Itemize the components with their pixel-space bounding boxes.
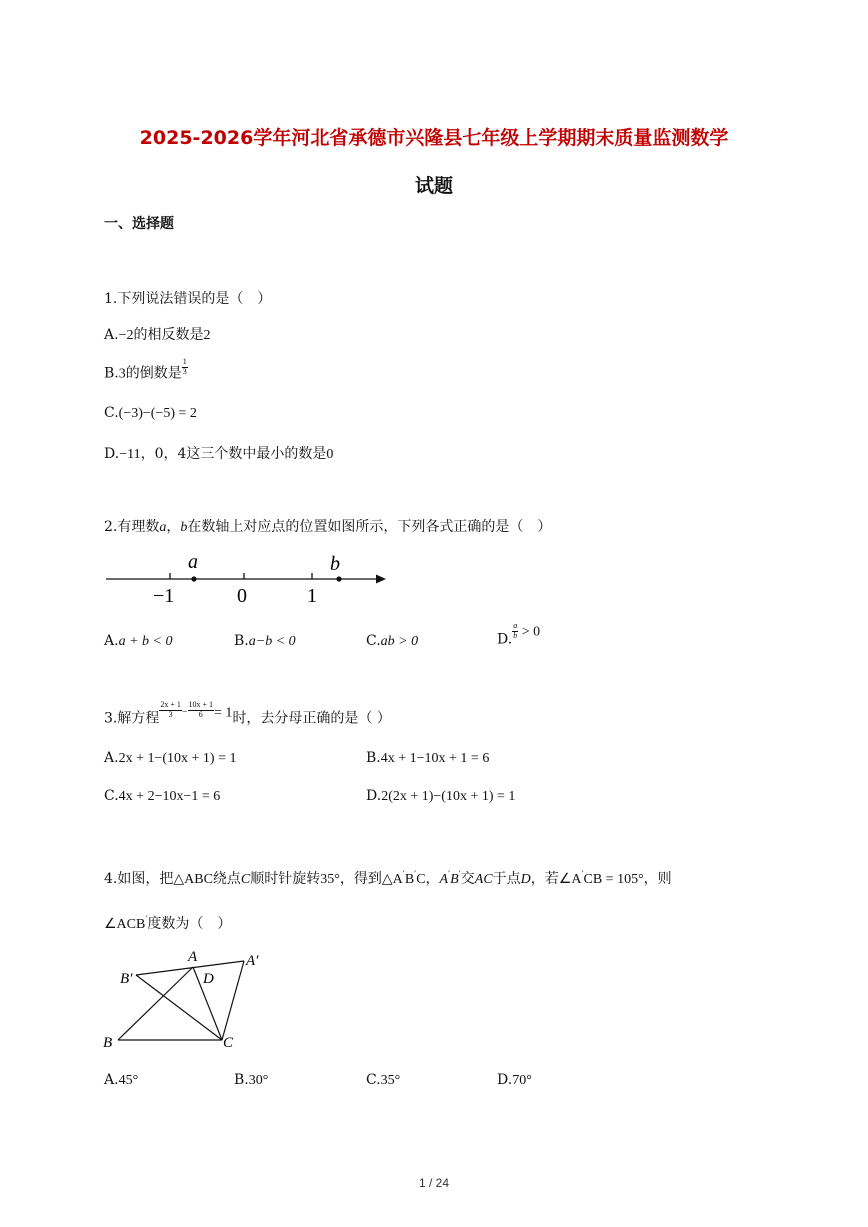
math: 2(2x + 1)−(10x + 1) = 1 [381,789,516,804]
math: a−b < 0 [248,634,296,649]
math: 4x + 1−10x + 1 = 6 [380,751,490,766]
vertex-label-c: C [223,1035,234,1051]
page-title: 2025-2026学年河北省承德市兴隆县七年级上学期期末质量监测数学 [139,127,729,149]
stem-text: 在数轴上对应点的位置如图所示，下列各式正确的是（ ） [187,519,552,535]
math: 35° [380,1073,401,1088]
question-4-option-b [234,1072,268,1089]
question-1-option-c [104,405,197,422]
math: − [181,706,188,718]
question-3-stem [104,701,391,727]
math: > 0 [518,624,541,640]
question-3-option-c [104,788,220,805]
question-2-option-b [234,633,296,650]
math: 2 [203,328,211,343]
math: 70° [512,1073,532,1088]
point-b [336,576,341,581]
question-1-stem: 1.下列说法错误的是（ ） [104,291,272,307]
page-title-line2: 试题 [414,175,453,197]
arrow-head-icon [376,575,386,584]
option-label: A. [104,1072,119,1088]
fraction: $\frac{a}{b}$ [513,621,518,640]
vertex-label-a-prime: A′ [246,953,259,969]
math: −2 [118,328,134,343]
option-label: B. [234,633,249,649]
stem-text: 3.解方程 [104,710,160,727]
option-label: D. [104,446,120,462]
option-text: 的相反数是 [133,327,204,343]
question-1-option-d [104,443,333,463]
point-label-a: a [188,551,198,573]
option-label: C. [366,633,381,649]
variable: b [180,520,188,535]
question-2-option-a [104,633,172,650]
question-3-option-a [104,750,236,767]
rotation-triangle-figure [100,945,270,1055]
point-label-b: b [330,553,340,575]
option-label: B. [104,365,119,382]
option-label: A. [104,633,119,649]
segment-ap-c [222,961,244,1040]
math: a + b < 0 [118,634,173,649]
option-label: A. [104,750,119,766]
math: = 1 [214,705,233,721]
option-text: ，0，4这三个数中最小的数是 [140,446,327,462]
option-label: D. [366,788,382,804]
question-1-option-b [104,358,188,382]
question-4-option-d [497,1072,532,1089]
fraction: $\frac{1}{3}$ [182,357,187,376]
variable: a [159,520,167,535]
math: 0 [326,447,334,462]
option-label: C. [366,1072,381,1088]
section-heading: 一、选择题 [104,216,174,232]
vertex-label-d: D [203,971,214,987]
math: −11 [119,447,141,462]
question-3-option-b [366,750,489,767]
question-3-option-d [366,788,515,805]
vertex-label-a: A [188,949,198,965]
option-label: C. [104,405,119,421]
question-2-stem [104,516,551,536]
number-line-figure [100,548,400,608]
option-label: B. [366,750,381,766]
vertex-label-b-prime: B′ [120,971,133,987]
option-text: 的倒数是 [125,365,182,382]
fraction: $\frac{2x + 1}{3}$ [160,700,181,719]
tick-label: −1 [153,585,175,607]
option-label: A. [104,327,119,343]
math: ab > 0 [380,634,419,649]
page-number: 1 / 24 [418,1176,450,1190]
question-2-option-d [497,622,540,647]
option-label: B. [234,1072,249,1088]
math: (−3)−(−5) = 2 [118,406,197,421]
fraction: $\frac{10x + 1}{6}$ [188,700,214,719]
question-1-option-a [104,324,210,344]
question-2-option-c [366,633,418,650]
stem-text: 时，去分母正确的是（ ） [232,710,391,727]
question-4-stem-line1: 4.如图，把△ABC绕点C顺时针旋转35°，得到△A′B′C，A′B′交AC于点D，若∠A′CB = 105°，则 [104,870,672,887]
vertex-label-b: B [103,1035,113,1051]
question-4-stem-line2: ∠ACB′度数为（ ） [104,915,232,932]
option-label: D. [497,1072,513,1088]
math: 2x + 1−(10x + 1) = 1 [118,751,237,766]
stem-text: ， [166,519,181,535]
point-a [191,576,196,581]
question-4-option-c [366,1072,400,1089]
math: 4x + 2−10x−1 = 6 [118,789,221,804]
math: 45° [118,1073,139,1088]
math: 30° [248,1073,269,1088]
question-4-option-a [104,1072,138,1089]
tick-label: 1 [307,585,317,607]
math: 3 [118,366,126,382]
option-label: D. [497,631,513,648]
tick-label: 0 [237,585,247,607]
stem-text: 2.有理数 [104,519,160,535]
option-label: C. [104,788,119,804]
